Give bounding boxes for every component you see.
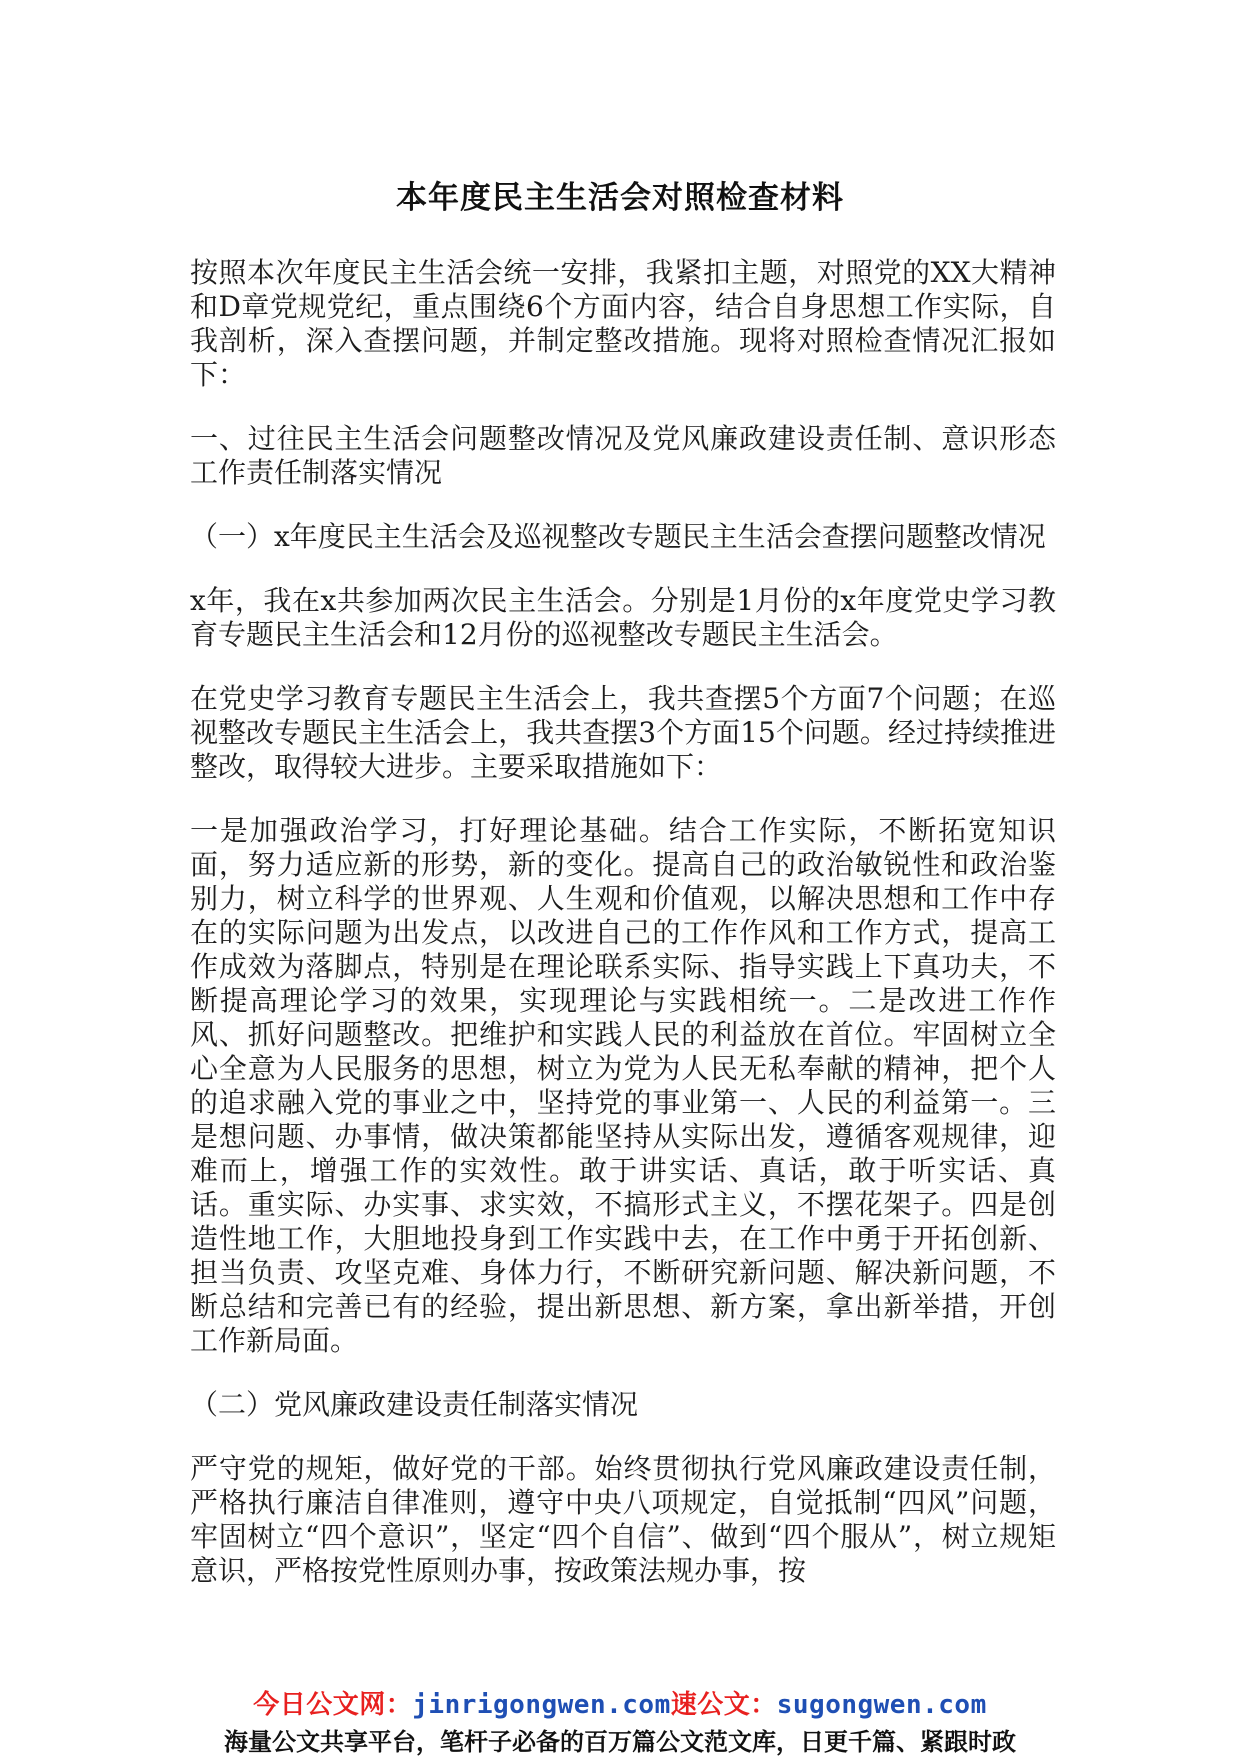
footer-site1-name: 今日公文网： [253,1690,413,1720]
footer-site2-url[interactable]: sugongwen.com [776,1690,987,1720]
document-body [190,256,1056,1618]
footer-slogan: 海量公文共享平台，笔杆子必备的百万篇公文范文库，日更千篇、紧跟时政 [224,1728,1016,1756]
subsection-heading-1: （一）x年度民主生活会及巡视整改专题民主生活会查摆问题整改情况 [190,520,1046,553]
section-heading-1: 一、过往民主生活会问题整改情况及党风廉政建设责任制、意识形态工作责任制落实情况 [190,422,1056,489]
body-paragraph-4: 严守党的规矩，做好党的干部。始终贯彻执行党风廉政建设责任制，严格执行廉洁自律准则，遵守中央八项规定，自觉抵制“四风”问题，牢固树立“四个意识”，坚定“四个自信”、做到“四个服从”，树立规矩意识，严格按党性原则办事，按政策法规办事，按 [190,1452,1056,1587]
footer-sites [0,1684,1240,1721]
body-paragraph-2: 在党史学习教育专题民主生活会上，我共查摆5个方面7个问题；在巡视整改专题民主生活会上，我共查摆3个方面15个问题。经过持续推进整改，取得较大进步。主要采取措施如下： [190,682,1056,783]
body-paragraph-3: 一是加强政治学习，打好理论基础。结合工作实际，不断拓宽知识面，努力适应新的形势，新的变化。提高自己的政治敏锐性和政治鉴别力，树立科学的世界观、人生观和价值观，以解决思想和工作中存在的实际问题为出发点，以改进自己的工作作风和工作方式，提高工作成效为落脚点，特别是在理论联系实际、指导实践上下真功夫，不断提高理论学习的效果，实现理论与实践相统一。二是改进工作作风、抓好问题整改。把维护和实践人民的利益放在首位。牢固树立全心全意为人民服务的思想，树立为党为人民无私奉献的精神，把个人的追求融入党的事业之中，坚持党的事业第一、人民的利益第一。三是想问题、办事情，做决策都能坚持从实际出发，遵循客观规律，迎难而上，增强工作的实效性。敢于讲实话、真话，敢于听实话、真话。重实际、办实事、求实效，不搞形式主义，不摆花架子。四是创造性地工作，大胆地投身到工作实践中去，在工作中勇于开拓创新、担当负责、攻坚克难、身体力行，不断研究新问题、解决新问题，不断总结和完善已有的经验，提出新思想、新方案，拿出新举措，开创工作新局面。 [190,814,1056,1357]
body-paragraph-1: x年，我在x共参加两次民主生活会。分别是1月份的x年度党史学习教育专题民主生活会和12月份的巡视整改专题民主生活会。 [190,584,1056,651]
intro-paragraph: 按照本次年度民主生活会统一安排，我紧扣主题，对照党的XX大精神和D章党规党纪，重点围绕6个方面内容，结合自身思想工作实际，自我剖析，深入查摆问题，并制定整改措施。现将对照检查情况汇报如下： [190,256,1056,391]
footer-site2-name: 速公文： [670,1690,777,1720]
document-title: 本年度民主生活会对照检查材料 [396,180,844,216]
footer-site1-url[interactable]: jinrigongwen.com [412,1690,671,1720]
subsection-heading-2: （二）党风廉政建设责任制落实情况 [190,1388,639,1421]
